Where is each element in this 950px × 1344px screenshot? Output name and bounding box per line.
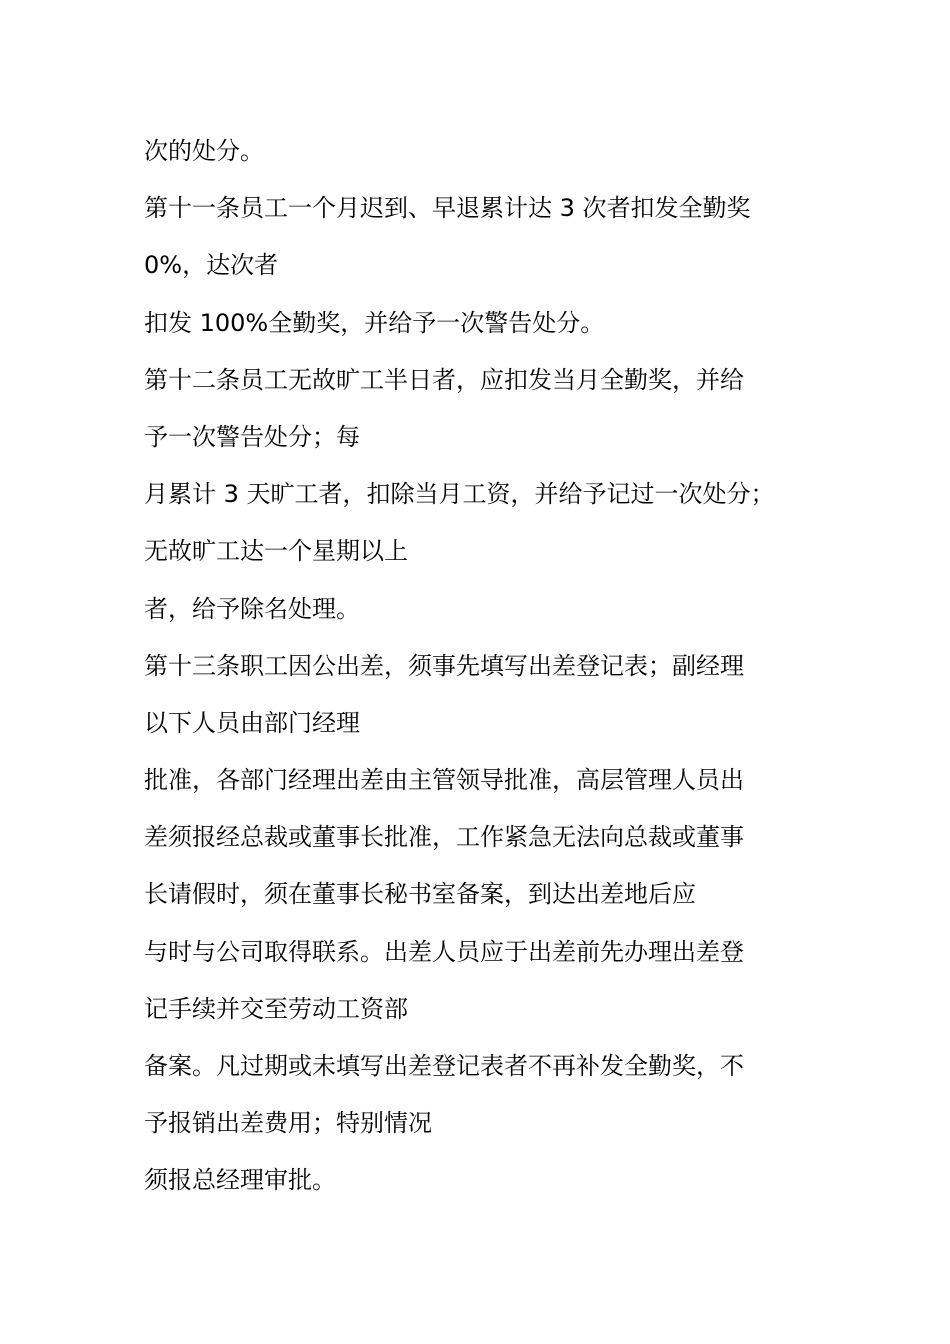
text-line: 第十二条员工无故旷工半日者，应扣发当月全勤奖，并给 — [144, 365, 744, 394]
text-line: 备案。凡过期或未填写出差登记表者不再补发全勤奖，不 — [144, 1052, 744, 1080]
text-line: 月累计 3 天旷工者，扣除当月工资，并给予记过一次处分； — [144, 480, 775, 509]
document-body — [144, 128, 844, 1215]
text-line: 与时与公司取得联系。出差人员应于出差前先办理出差登 — [144, 937, 744, 966]
text-line: 无故旷工达一个星期以上 — [144, 537, 408, 566]
text-line: 者，给予除名处理。 — [144, 594, 360, 623]
text-line: 差须报经总裁或董事长批准，工作紧急无法向总裁或董事 — [144, 823, 744, 852]
text-line: 予报销出差费用；特别情况 — [144, 1109, 432, 1138]
text-line: 扣发 100%全勤奖，并给予一次警告处分。 — [144, 308, 605, 337]
text-line: 予一次警告处分；每 — [144, 422, 360, 451]
text-line: 0%，达次者 — [144, 251, 279, 280]
text-line: 以下人员由部门经理 — [144, 708, 360, 737]
text-line: 须报总经理审批。 — [144, 1166, 336, 1195]
text-line: 长请假时，须在董事长秘书室备案，到达出差地后应 — [144, 880, 696, 909]
text-line: 第十三条职工因公出差，须事先填写出差登记表；副经理 — [144, 651, 744, 680]
text-line: 次的处分。 — [144, 137, 264, 165]
text-line: 批准，各部门经理出差由主管领导批准，高层管理人员出 — [144, 766, 744, 795]
text-line: 记手续并交至劳动工资部 — [144, 994, 408, 1023]
text-line: 第十一条员工一个月迟到、早退累计达 3 次者扣发全勤奖 — [144, 194, 751, 223]
